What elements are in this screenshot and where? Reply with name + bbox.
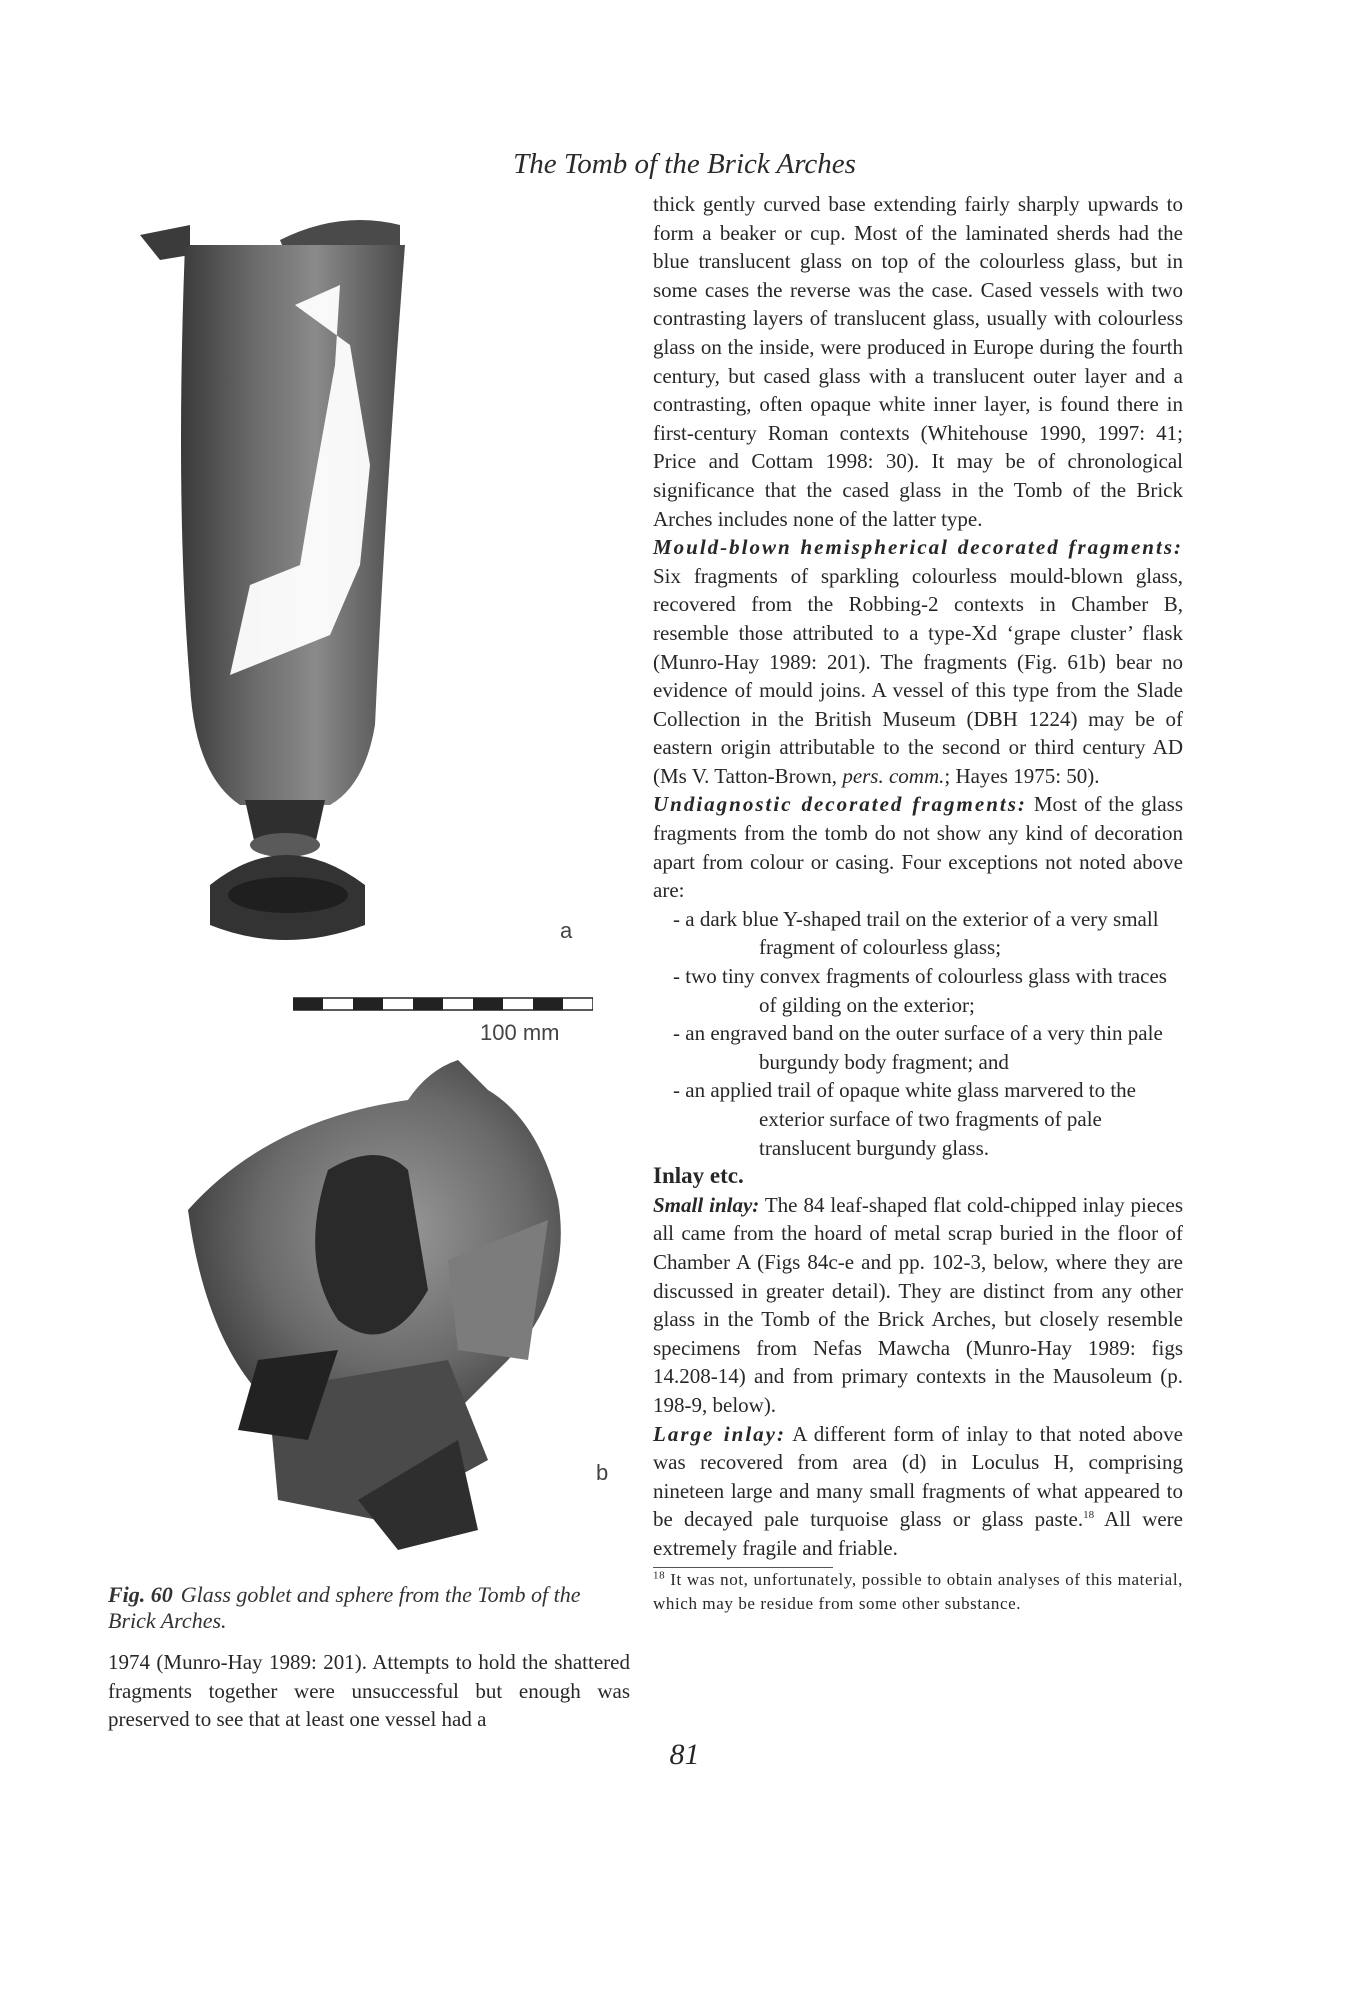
running-title: The Tomb of the Brick Arches: [513, 148, 856, 180]
undiagnostic-text: Most of the glass fragments from the tomb do not show any kind of decoration apart from colour or casing. Four exceptions not noted above are:: [653, 792, 1184, 903]
figure-label-b: b: [596, 1460, 609, 1485]
paragraph-cased-glass: thick gently curved base extending fairly sharply upwards to form a beaker or cup. Most of the laminated sherds had the blue translucent glass on top of the colourless glass, but in some cases the reverse was the case. Cased vessels with two contrasting layers of translucent glass, usually with colourless glass on the inside, were produced in Europe during the fourth century, but cased glass with a translucent outer layer and a contrasting, often opaque white inner layer, is found there in first-century Roman contexts (Whitehouse 1990, 1997: 41; Price and Cottam 1998: 30). It may be of chronological significance that the cased glass in the Tomb of the Brick Arches includes none of the latter type.: [653, 192, 1183, 531]
lead-undiagnostic: Undiagnostic decorated fragments:: [653, 792, 1027, 817]
footnote-text: It was not, unfortunately, possible to obtain analyses of this material, which may be residue from some other substance.: [653, 1569, 1183, 1613]
goblet-photo: [130, 205, 630, 1005]
page-number: 81: [669, 1738, 700, 1771]
mould-blown-text: Six fragments of sparkling colourless mould-blown glass, recovered from the Robbing-2 contexts in Chamber B, resemble those attributed to a type-Xd ‘grape cluster’ flask (Munro-Hay 1989: 201). The fragments (Fig. 61b) bear no evidence of mould joins. A vessel of this type from the Slade Collection in the British Museum (DBH 1224) may be of eastern origin attributable to the second or third century AD (Ms V. Tatton-Brown,: [653, 563, 1183, 788]
paragraph-small-inlay: [653, 1191, 1183, 1420]
exceptions-list: [653, 905, 1183, 1162]
pers-comm: pers. comm.: [842, 763, 945, 788]
left-column: [108, 1648, 630, 1734]
sphere-photo: [128, 1060, 628, 1580]
scale-label: 100 mm: [480, 1020, 560, 1045]
figure-caption: [108, 1582, 628, 1634]
large-inlay-end: All were extremely fragile and friable.: [653, 1507, 1183, 1560]
list-item: - two tiny convex fragments of colourless glass with traces of gilding on the exterior;: [673, 964, 1167, 1017]
mould-blown-end: ; Hayes 1975: 50).: [944, 763, 1100, 788]
scale-bar: [293, 996, 593, 1012]
lead-large-inlay: Large inlay:: [653, 1421, 786, 1446]
right-column: [653, 190, 1183, 1616]
figure-number: Fig. 60: [108, 1582, 173, 1607]
list-item: - an applied trail of opaque white glass marvered to the exterior surface of two fragments of pale translucent burgundy glass.: [673, 1078, 1137, 1160]
paragraph-large-inlay: [653, 1420, 1183, 1563]
footnote: [653, 1568, 1183, 1616]
small-inlay-text: The 84 leaf-shaped flat cold-chipped inlay pieces all came from the hoard of metal scrap buried in the floor of Chamber A (Figs 84c-e and pp. 102-3, below, where they are discussed in greater detail). They are distinct from any other glass in the Tomb of the Brick Arches, but closely resemble specimens from Nefas Mawcha (Munro-Hay 1989: figs 14.208-14) and from primary contexts in the Mausoleum (p. 198-9, below).: [653, 1192, 1183, 1417]
large-inlay-text: A different form of inlay to that noted above was recovered from area (d) in Loculus H, comprising nineteen large and many small fragments of what appeared to be decayed pale turquoise glass or glass paste.: [653, 1421, 1184, 1532]
section-heading: Inlay etc.: [653, 1163, 744, 1189]
lead-small-inlay: Small inlay:: [653, 1192, 760, 1217]
list-item: - an engraved band on the outer surface of a very thin pale burgundy body fragment; and: [673, 1021, 1163, 1074]
figure-label-a: a: [560, 918, 573, 943]
paragraph-mould-blown: [653, 533, 1183, 790]
footnote-ref: 18: [1083, 1509, 1095, 1522]
figure-caption-text: Glass goblet and sphere from the Tomb of the Brick Arches.: [108, 1582, 581, 1633]
lead-mould-blown: Mould-blown hemispherical decorated fragments:: [653, 535, 1183, 560]
left-column-paragraph: 1974 (Munro-Hay 1989: 201). Attempts to hold the shattered fragments together were unsuccessful but enough was preserved to see that at least one vessel had a: [108, 1650, 630, 1732]
paragraph-undiagnostic: [653, 790, 1183, 904]
footnote-number: 18: [653, 1568, 666, 1581]
list-item: - a dark blue Y-shaped trail on the exterior of a very small fragment of colourless glass;: [673, 906, 1159, 960]
